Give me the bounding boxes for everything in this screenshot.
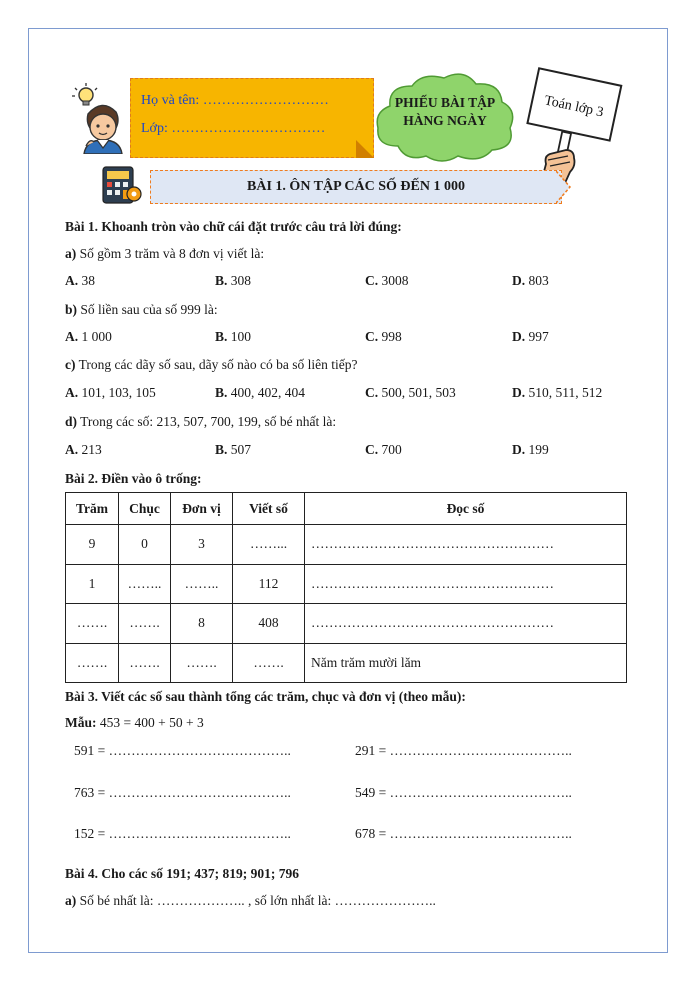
- option-a[interactable]: A. 1 000: [65, 329, 112, 344]
- table-row: [66, 564, 627, 604]
- blank-cell[interactable]: …….: [171, 643, 233, 683]
- answer-line[interactable]: 549 = …………………………………..: [355, 785, 572, 800]
- blank-cell[interactable]: ………………………………………………: [305, 525, 627, 565]
- bai4-title: Bài 4. Cho các số 191; 437; 819; 901; 796: [65, 866, 299, 881]
- option-a[interactable]: A. 213: [65, 442, 102, 457]
- column-header: Viết số: [233, 493, 305, 525]
- sample-text: 453 = 400 + 50 + 3: [96, 715, 204, 730]
- blank-cell[interactable]: ………………………………………………: [305, 564, 627, 604]
- question-label: b): [65, 302, 78, 317]
- table-cell: 8: [171, 604, 233, 644]
- question-text: Trong các dãy số sau, dãy số nào có ba số liên tiếp?: [75, 357, 358, 372]
- student-info-box: [130, 78, 374, 158]
- table-cell: 9: [66, 525, 119, 565]
- option-d[interactable]: D. 510, 511, 512: [512, 385, 603, 400]
- bai4-question-a[interactable]: [65, 893, 436, 909]
- option-c[interactable]: C. 700: [365, 442, 402, 457]
- answer-line[interactable]: 678 = …………………………………..: [355, 826, 572, 841]
- student-name-field[interactable]: Họ và tên: ………………………: [141, 93, 329, 108]
- question-label: c): [65, 357, 76, 372]
- table-row: [66, 604, 627, 644]
- answer-line[interactable]: 591 = …………………………………..: [74, 743, 291, 758]
- blank-cell[interactable]: ……..: [119, 564, 171, 604]
- bai1-question-a: [65, 246, 264, 262]
- option-d[interactable]: D. 199: [512, 442, 549, 457]
- answer-line[interactable]: 763 = …………………………………..: [74, 785, 291, 800]
- option-d[interactable]: D. 997: [512, 329, 549, 344]
- student-class-field[interactable]: Lớp: ……………………………: [141, 121, 326, 136]
- option-c[interactable]: C. 998: [365, 329, 402, 344]
- question-label: d): [65, 414, 78, 429]
- bai3-sample: [65, 715, 204, 731]
- bai1-question-d: [65, 414, 336, 430]
- question-label: a): [65, 893, 77, 908]
- option-a[interactable]: A. 101, 103, 105: [65, 385, 156, 400]
- column-header: Đơn vị: [171, 493, 233, 525]
- question-text: Số liền sau của số 999 là:: [77, 302, 218, 317]
- table-cell: 408: [233, 604, 305, 644]
- student-thinking-icon: [64, 82, 126, 154]
- bai2-title: Bài 2. Điền vào ô trống:: [65, 471, 202, 486]
- option-c[interactable]: C. 500, 501, 503: [365, 385, 456, 400]
- worksheet-title-line1: PHIẾU BÀI TẬP: [394, 95, 496, 110]
- answer-line[interactable]: 152 = …………………………………..: [74, 826, 291, 841]
- table-header-row: [66, 493, 627, 525]
- column-header: Đọc số: [305, 493, 627, 525]
- blank-cell[interactable]: …….: [119, 643, 171, 683]
- option-b[interactable]: B. 100: [215, 329, 252, 344]
- bai1-question-b: [65, 302, 218, 318]
- question-text: Trong các số: 213, 507, 700, 199, số bé nhất là:: [77, 414, 337, 429]
- banner-arrow: [556, 170, 572, 204]
- question-text: Số bé nhất là: ……………….. , số lớn nhất là: …………………..: [76, 893, 436, 908]
- question-label: a): [65, 246, 77, 261]
- table-cell: 1: [66, 564, 119, 604]
- bai1-title: Bài 1. Khoanh tròn vào chữ cái đặt trước câu trả lời đúng:: [65, 219, 402, 234]
- option-b[interactable]: B. 507: [215, 442, 252, 457]
- place-value-table: [65, 492, 627, 683]
- worksheet-title-line2: HÀNG NGÀY: [403, 113, 487, 128]
- table-cell: Năm trăm mười lăm: [305, 643, 627, 683]
- bai3-title: Bài 3. Viết các số sau thành tổng các trăm, chục và đơn vị (theo mẫu):: [65, 689, 466, 704]
- option-b[interactable]: B. 400, 402, 404: [215, 385, 306, 400]
- sign-text: Toán lớp 3: [542, 93, 605, 121]
- blank-cell[interactable]: …….: [66, 643, 119, 683]
- answer-line[interactable]: 291 = …………………………………..: [355, 743, 572, 758]
- blank-cell[interactable]: …….: [119, 604, 171, 644]
- blank-cell[interactable]: ……...: [233, 525, 305, 565]
- blank-cell[interactable]: ……..: [171, 564, 233, 604]
- lesson-banner: BÀI 1. ÔN TẬP CÁC SỐ ĐẾN 1 000: [150, 170, 562, 204]
- option-b[interactable]: B. 308: [215, 273, 252, 288]
- table-cell: 0: [119, 525, 171, 565]
- column-header: Chục: [119, 493, 171, 525]
- question-text: Số gồm 3 trăm và 8 đơn vị viết là:: [76, 246, 265, 261]
- blank-cell[interactable]: …….: [233, 643, 305, 683]
- table-row: [66, 525, 627, 565]
- option-c[interactable]: C. 3008: [365, 273, 409, 288]
- bai1-question-c: [65, 357, 357, 373]
- option-a[interactable]: A. 38: [65, 273, 95, 288]
- table-row: [66, 643, 627, 683]
- option-d[interactable]: D. 803: [512, 273, 549, 288]
- worksheet-title: [370, 94, 520, 130]
- calculator-icon: [102, 166, 142, 206]
- column-header: Trăm: [66, 493, 119, 525]
- table-cell: 112: [233, 564, 305, 604]
- blank-cell[interactable]: ………………………………………………: [305, 604, 627, 644]
- table-cell: 3: [171, 525, 233, 565]
- blank-cell[interactable]: …….: [66, 604, 119, 644]
- sample-label: Mẫu:: [65, 715, 97, 730]
